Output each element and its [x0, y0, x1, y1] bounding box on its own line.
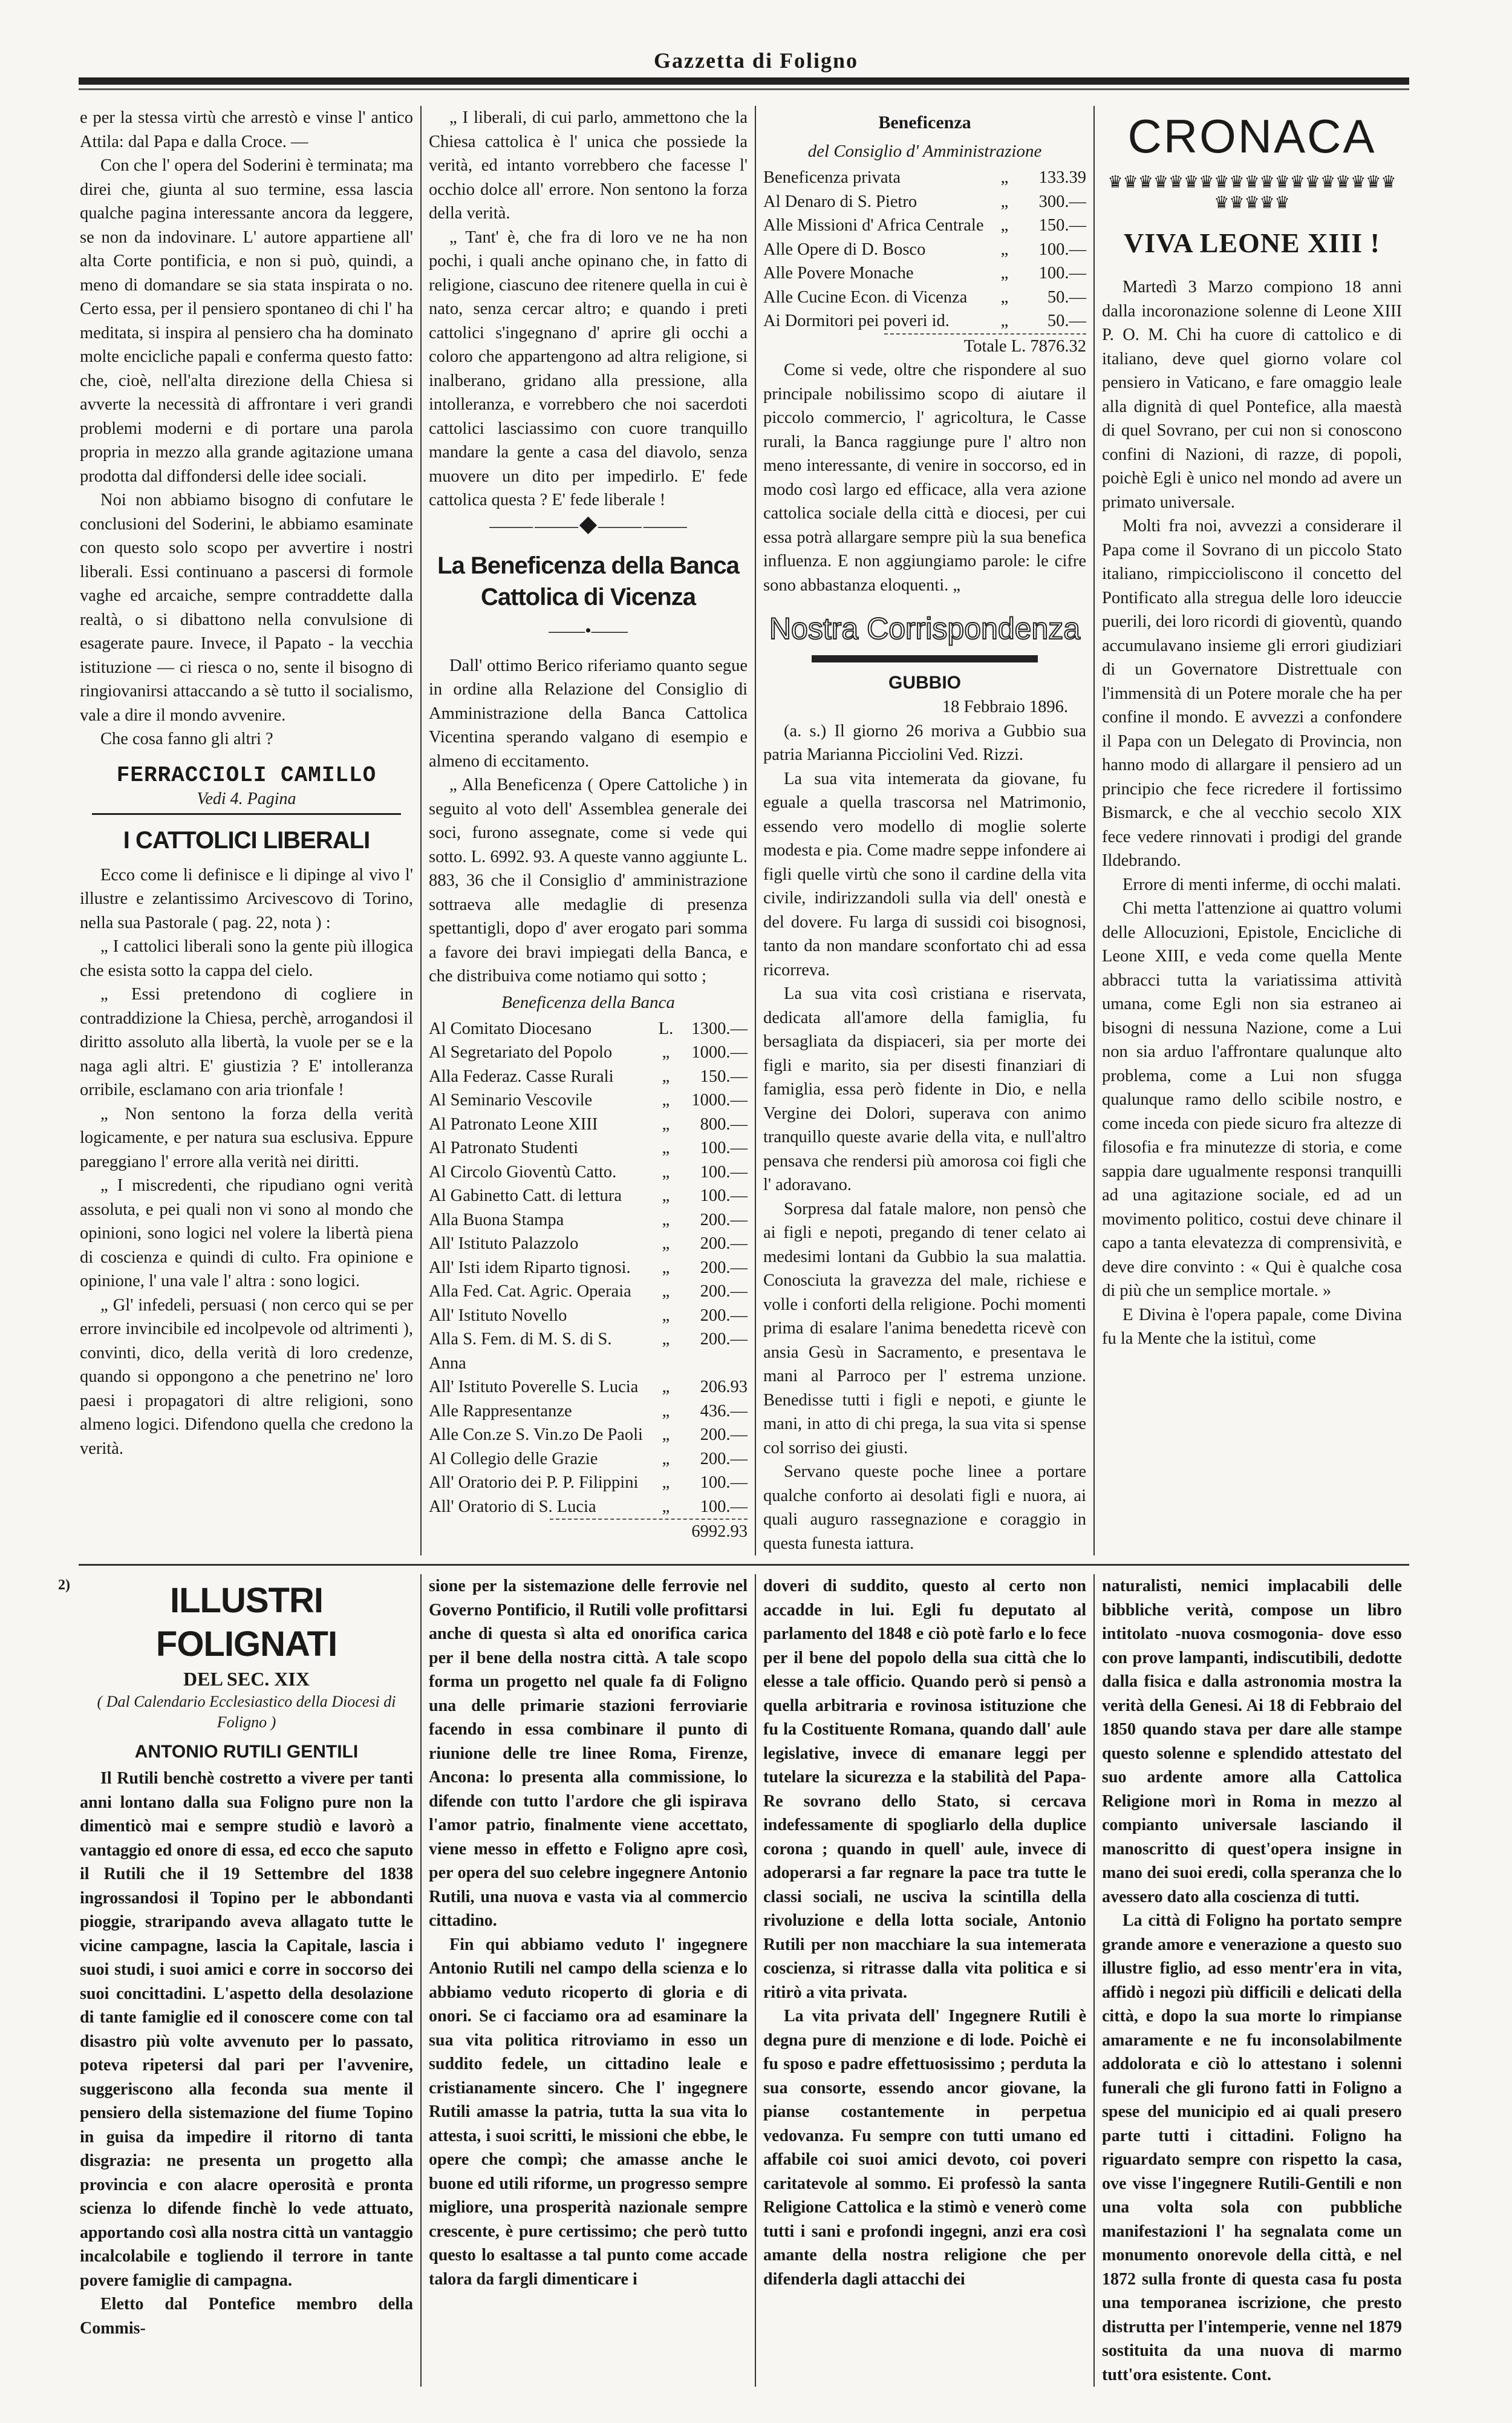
row-amount: 436.— — [700, 1401, 748, 1421]
row-amount: 206.93 — [700, 1378, 748, 1396]
row-label: Al Gabinetto Catt. di lettura — [429, 1186, 622, 1205]
ditto-mark: „ — [662, 1473, 670, 1492]
row-amount: 1000.— — [691, 1043, 748, 1062]
ditto-mark: „ — [1000, 287, 1009, 307]
row-amount: 1300.— — [691, 1019, 748, 1038]
paragraph: La sua vita così cristiana e riservata, dedicata all'amore della famiglia, fu bersagliata da dispiaceri, sia per morte dei figli e marito, sia per disesti finanziari di famiglia, essa però fidente in Dio, e nella Vergine dei Dolori, superava con animo tranquillo queste avarie della vita, e null'altro pensava che rendersi più amorosa coi figli che l' adoravano. — [763, 984, 1086, 1194]
paragraph: La sua vita intemerata da giovane, fu eguale a quella trascorsa nel Matrimonio, essendo vero modello di moglie solerte modesta e pia. Come madre seppe infondere ai figli quelle virtù che sono il cardine della vita civile, indirizzandoli sulla via dell' onestà e del dovere. Fu larga di sussidi coi bisognosi, tanto da non mandare sconfortato chi ad essa ricorreva. — [763, 769, 1086, 979]
section-number: 2) — [58, 1577, 70, 1593]
table-row — [429, 1447, 748, 1471]
row-amount: 150.— — [700, 1067, 748, 1086]
row-label: Al Circolo Gioventù Catto. — [429, 1162, 617, 1182]
row-amount: 100.— — [700, 1162, 748, 1182]
paragraph: „ Gl' infedeli, persuasi ( non cerco qui se per errore invincibile ed incolpevole od altrimenti ), convinti, dico, della verità di loro credenze, quando si oppongono a che penetrino ne' loro paesi i propagatori di altre religioni, sono almeno logici. Difendono quella che credono la verità. — [80, 1295, 413, 1458]
table-row — [429, 1232, 748, 1256]
row-label: Alle Con.ze S. Vin.zo De Paoli — [429, 1425, 643, 1444]
ditto-mark: „ — [1000, 192, 1009, 211]
row-label: All' Oratorio di S. Lucia — [429, 1497, 596, 1516]
paragraph: Noi non abbiamo bisogno di confutare le conclusioni del Soderini, le abbiamo esaminate con questo solo scopo per avvertire i nostri liberali. Essi continuano a pascersi di formole vaghe ed arcaiche, sempre contraddette dalla realtà, o si dibattono nella convulsione di esagerate paure. Invece, il Papato - la vecchia istituzione — ci riesca o no, sente il bisogno di ringiovanirsi attaccando a sè tutto il socialismo, vale a dire il mondo avvenire. — [80, 491, 413, 725]
paragraph: (a. s.) Il giorno 26 moriva a Gubbio sua patria Marianna Picciolini Ved. Rizzi. — [763, 721, 1086, 764]
donation-table — [429, 1017, 748, 1519]
row-label: Al Segretariato del Popolo — [429, 1043, 613, 1062]
paragraph: naturalisti, nemici implacabili delle bibbliche verità, compose un libro intitolato -nuova cosmogonia- dove esso con prove lampanti, indiscutibili, dedotte dalla fisica e dalla astronomia mostra la verità della Genesi. Ai 18 di Febbraio del 1850 quando stava per dare alle stampe questo solenne e splendido attestato del suo ardente amore alla Cattolica Religione morì in Roma in mezzo al compianto universale lasciando il manoscritto di quest'opera insigne in mano dei suoi eredi, colla speranza che lo avessero dato alla coscienza di tutti. — [1102, 1577, 1402, 1906]
paragraph: Sorpresa dal fatale malore, non pensò che ai figli e nepoti, pregando di tener celato ai medesimi lontani da Gubbio la sua malattia. Conosciuta la gravezza del male, richiese e volle i conforti della religione. Pochi momenti prima di esalare l'anima benedetta ricevè con ansia Gesù in Sacramento, e presentava le mani al Parroco per l' estrema unzione. Benedisse tutti i figli e nepoti, e giunte le mani, in atto di chi prega, la sua vita si spense col sorriso dei giusti. — [763, 1199, 1086, 1457]
paragraph: Errore di menti inferme, di occhi malati. — [1123, 875, 1401, 894]
table-row — [763, 286, 1086, 310]
row-amount: 200.— — [700, 1210, 748, 1229]
bottom-section — [0, 1574, 1512, 2423]
row-amount: 50.— — [1047, 312, 1086, 330]
table-row — [429, 1041, 748, 1065]
row-label: All' Oratorio dei P. P. Filippini — [429, 1473, 639, 1492]
table-row — [763, 238, 1086, 262]
ditto-mark: „ — [1000, 264, 1009, 283]
row-amount: 100.— — [1038, 264, 1086, 283]
ditto-mark: „ — [662, 1139, 670, 1157]
paragraph: „ I cattolici liberali sono la gente più illogica che esista sotto la cappa del cielo. — [80, 937, 413, 980]
row-amount: 100.— — [700, 1186, 748, 1205]
row-label: All' Istituto Novello — [429, 1306, 567, 1325]
masthead-title: Gazzetta di Foligno — [654, 48, 858, 73]
table-row — [429, 1208, 748, 1232]
paragraph: Eletto dal Pontefice membro della Commis- — [80, 2295, 413, 2338]
article-headline: I CATTOLICI LIBERALI — [123, 826, 370, 854]
article-headline: ILLUSTRI FOLIGNATI — [155, 1581, 337, 1664]
row-label: Alla Buona Stampa — [429, 1210, 564, 1229]
section-title: Beneficenza — [878, 113, 971, 132]
table-row — [429, 1280, 748, 1304]
table-row — [429, 1471, 748, 1495]
row-amount: 200.— — [700, 1234, 748, 1253]
ditto-mark: „ — [662, 1043, 670, 1062]
section-divider — [79, 1564, 1409, 1566]
row-label: All' Istituto Poverelle S. Lucia — [429, 1378, 639, 1396]
ditto-mark: „ — [1000, 216, 1009, 235]
ditto-mark: „ — [662, 1330, 670, 1349]
dateline-date: 18 Febbraio 1896. — [942, 698, 1068, 716]
top-column-3 — [755, 106, 1093, 1555]
ornament: ——•—— — [549, 620, 628, 641]
paragraph: Con che l' opera del Soderini è terminata; ma direi che, giunta al suo termine, essa lascia qualche pagina interessante ancora da leggere, se non da indovinare. L' autore appartiene all' alta Corte pontificia, e non si può, quindi, a meno di domandare se sia stata inspirata o no. Certo essa, per il pensiero spontaneo di chi l' ha meditata, si inspira al pensiero cha ha dominato molte encicliche papali e conferma questo fatto: che, cioè, nell'alta direzione della Chiesa si avverte la necessità di affrontare i veri grandi problemi moderni e di portare una parola propria in mezzo alla grande agitazione umana prodotta dal diffondersi delle idee sociali. — [80, 156, 413, 486]
row-label: Ai Dormitori pei poveri id. — [763, 312, 950, 330]
row-label: Alle Opere di D. Bosco — [763, 240, 926, 259]
row-label: Alle Povere Monache — [763, 264, 914, 283]
table-total: Totale L. 7876.32 — [884, 333, 1086, 359]
row-label: Alla Federaz. Casse Rurali — [429, 1067, 614, 1086]
ditto-mark: „ — [662, 1186, 670, 1205]
row-amount: 150.— — [1038, 216, 1086, 235]
table-row — [429, 1088, 748, 1113]
ditto-mark: „ — [662, 1234, 670, 1253]
dateline-city: GUBBIO — [888, 673, 961, 693]
ditto-mark: „ — [662, 1067, 670, 1086]
paragraph: Che cosa fanno gli altri ? — [100, 730, 273, 748]
ditto-mark: „ — [1000, 168, 1009, 187]
paragraph: Servano queste poche linee a portare qualche conforto ai desolati figli e nuora, ai quali auguro rassegnazione e coraggio in questa funesta iattura. — [763, 1462, 1086, 1553]
bottom-column-2 — [420, 1574, 755, 2387]
ditto-mark: „ — [662, 1378, 670, 1396]
bottom-column-1 — [80, 1574, 420, 2387]
paragraph: Martedì 3 Marzo compiono 18 anni dalla incoronazione solenne di Leone XIII P. O. M. Chi ha cuore di cattolico e di italiano, deve quel giorno volare col pensiero in Vaticano, e fare omaggio leale alla dignità di quel Pontefice, alla maestà di quel Sovrano, per cui non si conoscono confini di Nazioni, di razze, di popoli, poichè Egli è unico nel mondo ad avere un primato universale. — [1102, 278, 1402, 512]
divider-bar — [812, 655, 1038, 662]
row-label: Beneficenza privata — [763, 168, 901, 187]
paragraph: „ Alla Beneficenza ( Opere Cattoliche ) in seguito al voto dell' Assemblea generale dei soci, furono assegnate, come si vede qui sotto. L. 6992. 93. A queste vanno aggiunte L. 883, 36 che il Consiglio d' amministrazione sottraeva alle medaglie di presenza spettantigli, dopo d' aver erogato pari somma a favore dei bravi impiegati della Banca, e che distribuiva come notiamo qui sotto ; — [429, 776, 748, 986]
table-row — [429, 1423, 748, 1447]
top-section — [80, 106, 1409, 1555]
row-amount: 200.— — [700, 1330, 748, 1349]
ditto-mark: „ — [662, 1401, 670, 1421]
article-subheadline: DEL SEC. XIX — [183, 1668, 310, 1690]
ditto-mark: „ — [662, 1497, 670, 1516]
row-label: Al Collegio delle Grazie — [429, 1449, 598, 1468]
paragraph: „ I miscredenti, che ripudiano ogni verità assoluta, e pei quali non vi sono al mondo che opinioni, sono logici nel volere la libertà piena di coscienza e quindi di culto. Fra opinione e opinione, l' una vale l' altra : sono logici. — [80, 1176, 413, 1290]
article-subject: ANTONIO RUTILI GENTILI — [134, 1742, 359, 1762]
paragraph: „ Essi pretendono di cogliere in contraddizione la Chiesa, perchè, arrogandosi il diritto assoluto alla libertà, la vuole per se e la naga agli altri. E' giustizia ? E' intolleranza orribile, esclamano con aria trionfale ! — [80, 985, 413, 1099]
ditto-mark: L. — [658, 1019, 674, 1038]
row-amount: 300.— — [1038, 192, 1086, 211]
masthead-rule — [79, 77, 1409, 85]
paragraph: Fin qui abbiamo veduto l' ingegnere Antonio Rutili nel campo della scienza e lo abbiamo veduto ricoperto di gloria e di onori. Se ci facciamo ora ad esaminare la sua vita politica ritroviamo in esso un suddito fedele, un cittadino leale e cristianamente sincero. Che l' ingegnere Rutili amasse la patria, tutta la sua vita lo attesta, i suoi scritti, le missioni che ebbe, le opere che compì; che amasse anche le buone ed utili riforme, un progresso sempre migliore, una prosperità nazionale sempre crescente, è pure certissimo; che però tutto questo lo esaltasse a tal punto come accade talora da fargli dimenticare i — [429, 1935, 748, 2289]
table-row — [763, 261, 1086, 286]
row-label: Al Patronato Leone XIII — [429, 1114, 598, 1134]
table-row — [429, 1375, 748, 1399]
ornament: ♛♛♛♛♛♛♛♛♛♛♛♛♛♛♛♛♛♛♛♛♛♛♛♛ — [1107, 173, 1396, 212]
paragraph: e per la stessa virtù che arrestò e vinse l' antico Attila: dal Papa e dalla Croce. — — [80, 108, 413, 151]
top-column-1 — [80, 106, 420, 1555]
table-row — [429, 1065, 748, 1089]
paragraph: Dall' ottimo Berico riferiamo quanto segue in ordine alla Relazione del Consiglio di Amministrazione della Banca Cattolica Vicentina sperando valgano di esempio e almeno di eccitamento. — [429, 656, 748, 771]
row-amount: 100.— — [700, 1473, 748, 1492]
ditto-mark: „ — [662, 1258, 670, 1277]
top-column-4 — [1093, 106, 1409, 1555]
ditto-mark: „ — [662, 1306, 670, 1325]
bottom-column-3 — [755, 1574, 1093, 2387]
row-amount: 200.— — [700, 1282, 748, 1301]
paragraph: „ Tant' è, che fra di loro ve ne ha non pochi, i quali anche opinano che, in fatto di religione, ciascuno dee ritenere quella in cui è nato, senza cercar altro; e quando i preti cattolici s'ingegnano d' aprire gli occhi a coloro che appartengono ad altra religione, si inalberano, gridano alla pressione, alla intolleranza, e vorrebbero che noi sacerdoti cattolici lasciassimo con cuore tranquillo mandare la gente a casa del diavolo, senza muovere un dito per impedirlo. E' fede cattolica questa ? E' fede liberale ! — [429, 227, 748, 509]
bottom-column-4 — [1093, 1574, 1409, 2387]
table-row — [429, 1017, 748, 1041]
article-headline: VIVA LEONE XIII ! — [1124, 227, 1380, 258]
advertisement-title: FERRACCIOLI CAMILLO — [116, 762, 377, 788]
row-amount: 100.— — [1038, 240, 1086, 259]
row-label: Al Denaro di S. Pietro — [763, 192, 917, 211]
paragraph: Il Rutili benchè costretto a vivere per tanti anni lontano dalla sua Foligno pure non la dimenticò mai e sempre studiò e lavorò a vantaggio ed onore di essa, ed ecco che saputo il Rutili che il 19 Settembre del 1838 ingrossandosi il Topino per le abbondanti pioggie, straripando aveva allagato tutte le vicine campagne, lascia la Capitale, lascia i suoi studi, i suoi amici e corre in soccorso dei suoi concittadini. L'aspetto della desolazione di tante famiglie ed il conoscere come con tal disastro più volte avvenuto per lo passato, poteva ripetersi dal pari per l'avvenire, suggeriscono alla feconda sua mente il pensiero della sistemazione del fiume Topino in guisa da impedire il ritorno di tanta disgrazia: ne presenta un progetto alla provincia e con alacre operosità e pronta scienza lo difende finchè lo vede attuato, apportando così alla nostra città un vantaggio incalcolabile e togliendo il terrore in tante povere famiglie di campagna. — [80, 1769, 413, 2290]
paragraph: „ Non sentono la forza della verità logicamente, e per natura sua esclusiva. Eppure pareggiano l' errore alla verità nei diritti. — [80, 1104, 413, 1171]
row-amount: 133.39 — [1038, 168, 1086, 187]
top-column-2 — [420, 106, 755, 1555]
table-row — [763, 190, 1086, 214]
row-label: Alla Fed. Cat. Agric. Operaia — [429, 1282, 631, 1301]
ditto-mark: „ — [662, 1425, 670, 1444]
table-row — [429, 1495, 748, 1519]
paragraph: sione per la sistemazione delle ferrovie nel Governo Pontificio, il Rutili volle profittarsi anche di questa sì alta ed onorifica carica per il bene della nostra città. A tale scopo forma un progetto nel quale fa di Foligno una delle primarie stazioni ferroviarie facendo in essa combinare il punto di riunione delle tre linee Roma, Firenze, Ancona: lo presenta alla commissione, lo difende con tutto l'ardore che gli ispirava l'amor patrio, finalmente viene accettato, viene messo in effetto e Foligno apre così, per opera del suo celebre ingegnere Antonio Rutili, una nuova e vasta via al commercio cittadino. — [429, 1577, 748, 1930]
ditto-mark: „ — [662, 1162, 670, 1182]
section-headline: Nostra Corrispondenza — [769, 612, 1081, 646]
row-amount: 200.— — [700, 1306, 748, 1325]
ditto-mark: „ — [662, 1449, 670, 1468]
table-row — [429, 1399, 748, 1424]
row-amount: 100.— — [700, 1497, 748, 1516]
paragraph: Molti fra noi, avvezzi a considerare il Papa come il Sovrano di un piccolo Stato italiano, rimpiccioliscono il concetto del Pontificato alla stregua delle loro ideuccie puerili, dei loro ricordi di gioventù, quando accumulavano insieme gli errori giudiziari di un Governatore Distrettuale con l'immensità di un Potere morale che ha per confine il mondo. E avvezzi a confondere il Papa con un Delegato di Provincia, non hanno modo di allargare il pensiero ad un principio che fece ricredere il fortissimo Bismarck, e che al vecchio secolo XIX fece vedere rinnovati i prodigi del grande Ildebrando. — [1102, 517, 1402, 870]
table-row — [429, 1160, 748, 1185]
row-amount: 100.— — [700, 1139, 748, 1157]
ditto-mark: „ — [1000, 312, 1009, 330]
donation-table — [763, 166, 1086, 333]
row-amount: 1000.— — [691, 1091, 748, 1110]
paragraph: La vita privata dell' Ingegnere Rutili è degna pure di menzione e di lode. Poichè ei fu sposo e padre effettuosissimo ; perduta la sua consorte, essendo ancor giovane, la pianse costantemente in perpetua vedovanza. Fu sempre con tutti umano ed affabile coi suoi amici devoto, coi poveri caritatevole al sommo. Ei professò la santa Religione Cattolica e la stimò e venerò come tutti i sani e profondi ingegni, anzi era così amante della nostra religione che per difenderla dagli attacchi dei — [763, 2007, 1086, 2289]
row-label: Alle Rappresentanze — [429, 1401, 572, 1421]
row-amount: 800.— — [700, 1114, 748, 1134]
row-label: Al Comitato Diocesano — [429, 1019, 592, 1038]
table-row — [763, 214, 1086, 238]
ditto-mark: „ — [662, 1091, 670, 1110]
row-label: All' Istituto Palazzolo — [429, 1234, 579, 1253]
row-label: Alle Missioni d' Africa Centrale — [763, 216, 984, 235]
table-row — [429, 1327, 748, 1375]
table-row — [429, 1304, 748, 1328]
paragraph: La città di Foligno ha portato sempre grande amore e venerazione a questo suo illustre figlio, ad esso mentr'era in vita, affidò i negozi più difficili e delicati della città, e dopo la sua morte lo rimpianse amaramente e ne fu inconsolabilmente addolorata e ciò lo attestano i solenni funerali che gli furono fatti in Foligno a spese del municipio ed ai quali presero parte tutti i cittadini. Foligno ha riguardato sempre con rispetto la casa, ove visse l'ingegnere Rutili-Gentili e non una volta sola con pubbliche manifestazioni l' ha segnalata come un monumento onorevole della città, e nel 1872 sulla fronte di questa casa fu posta una temporanea iscrizione, che presto distrutta per l'intemperie, venne nel 1879 sostituita da una nuova di marmo tutt'ora esistente. Cont. — [1102, 1911, 1402, 2384]
ornament: ⸻⸻◆⸻⸻ — [488, 516, 688, 537]
paragraph: Chi metta l'attenzione ai quattro volumi delle Allocuzioni, Epistole, Encicliche di Leone XIII, e veda come quella Mente abbracci tutta la variatissima attività umana, come Egli non sia estraneo ai bisogni di nessuna Nazione, come a Lui non sia arduo l'affrontare qualunque alto problema, come a Lui non sfugga qualunque ramo dello scibile nostro, e come inceda con piede sicuro fra altezze di filosofia e fra minutezze di storia, e come sappia dare ugualmente responsi tranquilli ad una agitazione sociale, ed ad un movimento politico, costui deve chinare il capo a tanta elevatezza di comprensività, e deve dire convinto : « Qui è qualche cosa di più che un semplice mortale. » — [1102, 899, 1402, 1300]
row-amount: 200.— — [700, 1449, 748, 1468]
source-note: ( Dal Calendario Ecclesiastico della Diocesi di Foligno ) — [97, 1693, 396, 1731]
row-label: Alle Cucine Econ. di Vicenza — [763, 287, 968, 307]
table-row — [763, 166, 1086, 190]
ditto-mark: „ — [662, 1114, 670, 1134]
paragraph: Ecco come li definisce e li dipinge al vivo l' illustre e zelantissimo Arcivescovo di Torino, nella sua Pastorale ( pag. 22, nota ) : — [80, 865, 413, 932]
table-row — [763, 309, 1086, 333]
table-row — [429, 1256, 748, 1280]
ditto-mark: „ — [662, 1282, 670, 1301]
masthead-rule-thin — [79, 88, 1409, 90]
ditto-mark: „ — [662, 1210, 670, 1229]
paragraph: E Divina è l'opera papale, come Divina fu la Mente che la istituì, come — [1102, 1305, 1402, 1348]
row-label: Al Seminario Vescovile — [429, 1091, 593, 1110]
row-label: Al Patronato Studenti — [429, 1139, 578, 1157]
table-row — [429, 1113, 748, 1137]
paragraph: Come si vede, oltre che rispondere al suo principale nobilissimo scopo di aiutare il piccolo commercio, l' agricoltura, le Casse rurali, la Banca raggiunge pure l' altro non meno interessante, di venire in soccorso, ed in modo così largo ed efficace, alla vera azione cattolica sociale della città e diocesi, per cui essa potrà allargare sempre più la sua benefica influenza. E non aggiungiamo parole: le cifre sono abbastanza eloquenti. „ — [763, 361, 1086, 595]
row-amount: 200.— — [700, 1258, 748, 1277]
paragraph: doveri di suddito, questo al certo non accadde in lui. Egli fu deputato al parlamento del 1848 e ciò potè farlo e lo fece per il bene del popolo della sua città che lo elesse a tale officio. Quando però si pensò a quella arbitraria e rovinosa istituzione che fu la Costituente Romana, quando dall' aule legislative, invece di emanare leggi per tutelare la sicurezza e la stabilità del Papa-Re sovrano dello Stato, si cercava indefessamente di spogliarlo della duplice corona ; quando in quell' aule, invece di adoperarsi a far regnare la pace tra tutte le classi sociali, ne usciva la scintilla della rivoluzione e della lotta sociale, Antonio Rutili per non macchiare la sua intemerata coscienza, si ritrasse dalla vita politica e si ritirò a vita privata. — [763, 1577, 1086, 2002]
row-amount: 200.— — [700, 1425, 748, 1444]
section-subtitle: Beneficenza della Banca — [501, 992, 675, 1012]
bottom-columns — [80, 1574, 1409, 2387]
row-label: All' Isti idem Riparto tignosi. — [429, 1258, 631, 1277]
ditto-mark: „ — [1000, 240, 1009, 259]
row-amount: 50.— — [1047, 287, 1086, 307]
row-label: Alla S. Fem. di M. S. di S. Anna — [429, 1330, 612, 1373]
paragraph: „ I liberali, di cui parlo, ammettono che la Chiesa cattolica è l' unica che possiede la verità, ed intanto vorrebbero che facesse l' occhio dolce all' errore. Non sentono la forza della verità. — [429, 108, 748, 223]
table-row — [429, 1184, 748, 1208]
section-subtitle: del Consiglio d' Amministrazione — [807, 142, 1042, 161]
advertisement-note: Vedi 4. Pagina — [92, 789, 401, 815]
table-total: 6992.93 — [550, 1519, 748, 1544]
table-row — [429, 1136, 748, 1160]
section-title: CRONACA — [1127, 110, 1377, 163]
article-headline: La Beneficenza della Banca Cattolica di Vicenza — [437, 552, 739, 610]
